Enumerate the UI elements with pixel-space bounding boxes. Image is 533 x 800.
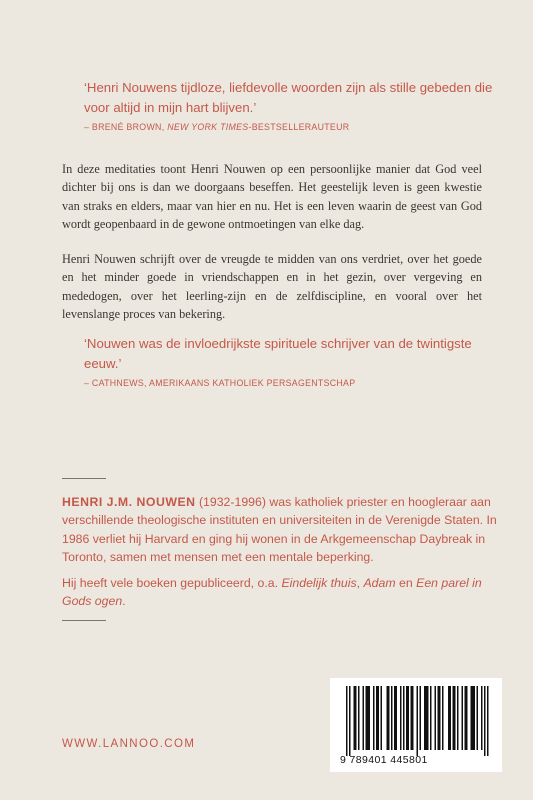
author-name: HENRI J.M. NOUWEN [62, 495, 196, 509]
quote-cathnews-attribution: – CATHNEWS, AMERIKAANS KATHOLIEK PERSAGENTSCHAP [84, 378, 356, 388]
books-prefix: Hij heeft vele boeken gepubliceerd, o.a. [62, 576, 282, 590]
barcode-bar [427, 686, 429, 750]
attribution-prefix: – BRENÉ BROWN, [84, 122, 168, 132]
barcode-bar [472, 686, 474, 750]
barcode-bar [367, 686, 369, 750]
barcode-bar [465, 686, 467, 750]
barcode-bar [391, 686, 393, 750]
barcode-bar [355, 686, 357, 750]
book-title-1: Eindelijk thuis [281, 576, 357, 590]
author-bio [62, 493, 502, 567]
books-sep-2: en [395, 576, 417, 590]
isbn-barcode [330, 678, 502, 772]
barcode-bar [462, 686, 464, 750]
quote-brene-brown-text: ‘Henri Nouwens tijdloze, liefdevolle woorden zijn als stille gebeden die voor altijd in mijn hart blijven.’ [84, 80, 493, 115]
barcode-bar [400, 686, 402, 750]
barcode-bar [349, 686, 351, 756]
isbn-digits: 9 789401 445801 [340, 754, 428, 766]
barcode-bar [408, 686, 410, 750]
barcode-bar [403, 686, 405, 750]
barcode-bar [454, 686, 456, 750]
barcode-bar [435, 686, 437, 750]
quote-cathnews [84, 334, 504, 388]
barcode-bar [457, 686, 459, 750]
barcode-bar [487, 686, 489, 756]
barcode-bar [406, 686, 408, 750]
quote-brene-brown [84, 78, 504, 132]
barcode-bar [466, 686, 468, 750]
barcode-bar [424, 686, 426, 750]
barcode-bar [453, 686, 455, 750]
barcode-bar [430, 686, 432, 750]
author-books [62, 574, 482, 611]
barcode-bar [381, 686, 383, 750]
barcode-bar [450, 686, 452, 750]
book-title-2: Adam [363, 576, 396, 590]
barcode-bar [363, 686, 365, 750]
description-paragraph-1: In deze meditaties toont Henri Nouwen op een persoonlijke manier dat God veel dichter bij ons is dan we doorgaans beseffen. Het geestelijk leven is geen kwestie van straks en elders, maar van hier en nu. Het is een leven waarin de geest van God wordt geopenbaard in de gewone ontmoetingen van elke dag. [62, 162, 482, 232]
barcode-bar [354, 686, 356, 750]
barcode-bar [412, 686, 414, 750]
barcode-bar [388, 686, 390, 750]
publisher-website[interactable]: WWW.LANNOO.COM [62, 738, 196, 750]
barcode-bar [366, 686, 368, 750]
barcode-bar [426, 686, 428, 750]
barcode-bar [448, 686, 450, 750]
barcode-bar [442, 686, 444, 750]
description-paragraph-2: Henri Nouwen schrijft over de vreugde te midden van ons verdriet, over het goede en het minder goede in vriendschappen en in het gezin, over vergeving en mededogen, over het leerling-zijn en de zelfdiscipline, en vooral over het levenslange proces van bekering. [62, 252, 482, 322]
barcode-bar [481, 686, 483, 750]
barcode-bar [396, 686, 398, 750]
barcode-bar [484, 686, 486, 756]
attribution-suffix: -BESTSELLERAUTEUR [248, 122, 350, 132]
author-bio-text: (1932-1996) was katholiek priester en hoogleraar aan verschillende theologische instituten en universiteiten in de Verenigde Staten. In 1986 verliet hij Harvard en ging hij wonen in de Arkgemeenschap Daybreak in Toronto, samen met mensen met een mentale beperking. [62, 495, 497, 565]
barcode-bar [358, 686, 360, 750]
book-title-3: Een parel in Gods ogen [62, 576, 482, 609]
barcode-bar [471, 686, 473, 750]
barcode-bar [439, 686, 441, 750]
barcode-bar [474, 686, 476, 750]
barcode-bar [387, 686, 389, 750]
divider-bottom [62, 620, 106, 621]
barcode-bar [394, 686, 396, 750]
books-sep-1: , [356, 576, 364, 590]
quote-brene-brown-attribution [84, 122, 504, 132]
barcode-bar [438, 686, 440, 750]
barcode-bar [420, 686, 422, 750]
barcode-bar [376, 686, 378, 750]
barcode-bar [411, 686, 413, 750]
attribution-publication: NEW YORK TIMES [167, 122, 249, 132]
barcode-bar [417, 686, 419, 756]
books-suffix: . [122, 594, 126, 609]
barcode-bar [373, 686, 375, 750]
barcode-bar [346, 686, 348, 756]
barcode-bar [369, 686, 371, 750]
barcode-bar [477, 686, 479, 750]
divider-top [62, 478, 106, 479]
barcode-bar [378, 686, 380, 750]
quote-cathnews-text: ‘Nouwen was de invloedrijkste spirituele schrijver van de twintigste eeuw.’ [84, 336, 472, 371]
